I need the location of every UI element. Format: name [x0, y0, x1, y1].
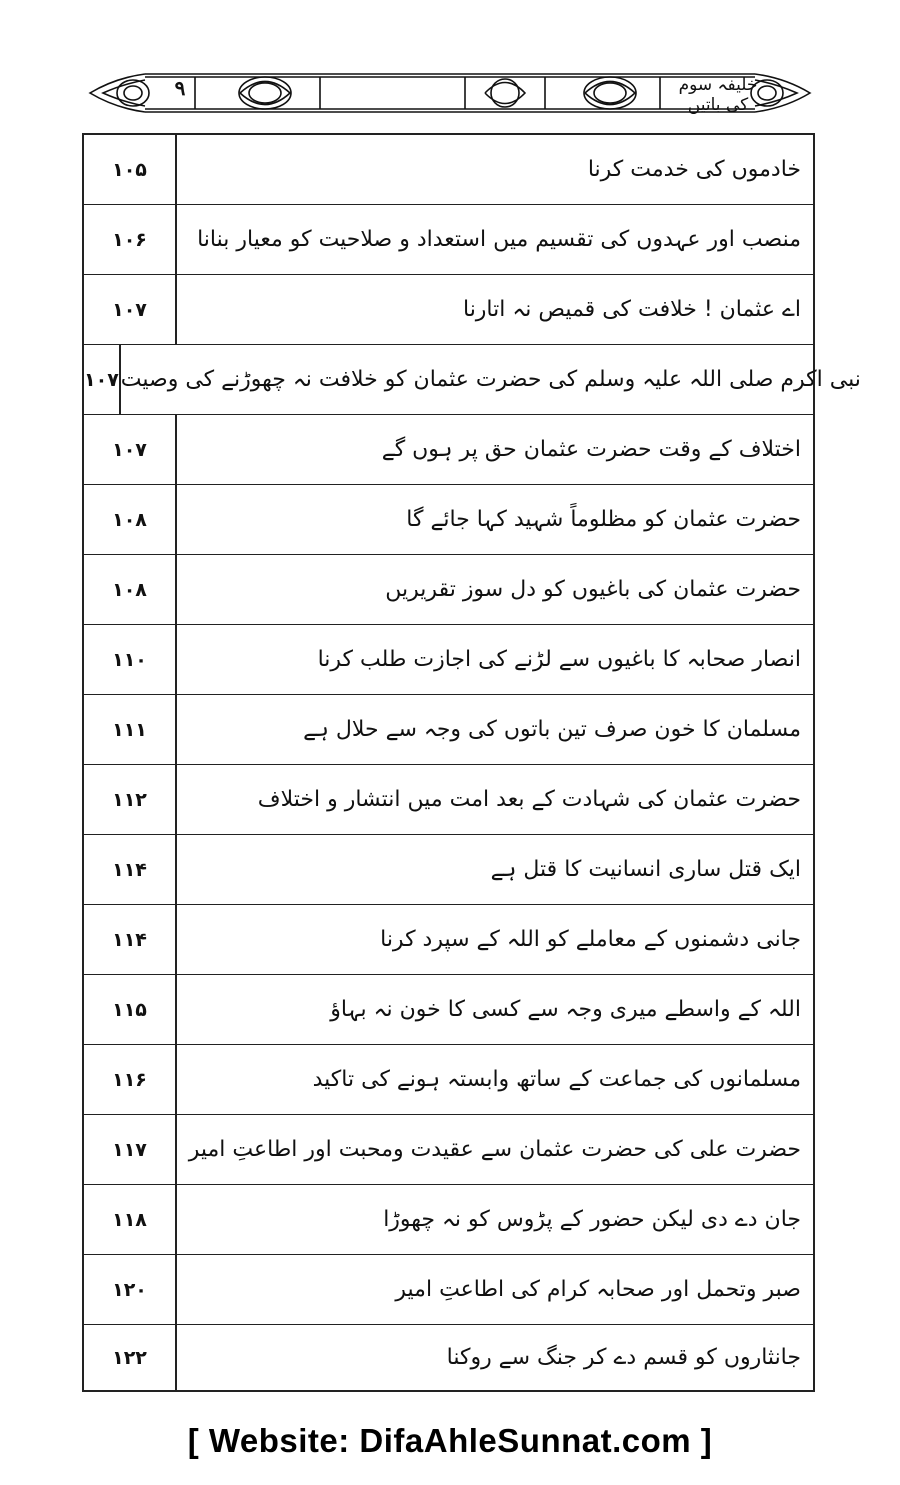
page-ref: ۱۱۴ [84, 835, 177, 904]
contents-table [82, 133, 861, 1392]
table-row [84, 345, 861, 415]
page-ref: ۱۱۰ [84, 625, 177, 694]
chapter-title: جانثاروں کو قسم دے کر جنگ سے روکنا [446, 1345, 801, 1370]
page-ref: ۱۲۰ [84, 1255, 177, 1324]
table-row [84, 415, 813, 485]
page-ref: ۱۰۸ [84, 555, 177, 624]
chapter-title: جان دے دی لیکن حضور کے پڑوس کو نہ چھوڑا [383, 1207, 801, 1232]
chapter-title: صبر وتحمل اور صحابہ کرام کی اطاعتِ امیر [395, 1277, 801, 1302]
chapter-title: حضرت عثمان کی باغیوں کو دل سوز تقریریں [385, 577, 801, 602]
chapter-title: اے عثمان ! خلافت کی قمیص نہ اتارنا [462, 297, 801, 322]
chapter-title: ایک قتل ساری انسانیت کا قتل ہے [490, 857, 801, 882]
chapter-title: حضرت عثمان کو مظلوماً شہید کہا جائے گا [406, 507, 801, 532]
chapter-title: منصب اور عہدوں کی تقسیم میں استعداد و صلاحیت کو معیار بنانا [197, 227, 801, 252]
page-ref: ۱۲۲ [84, 1325, 177, 1390]
page-ref: ۱۱۵ [84, 975, 177, 1044]
table-row [84, 485, 813, 555]
table-row [84, 135, 813, 205]
page-number: ۹ [174, 76, 186, 100]
table-row [84, 275, 813, 345]
chapter-title: حضرت عثمان کی شہادت کے بعد امت میں انتشار و اختلاف [257, 787, 801, 812]
page-ref: ۱۰۷ [84, 345, 121, 414]
table-row [84, 905, 813, 975]
page-ref: ۱۱۲ [84, 765, 177, 834]
table-row [84, 835, 813, 905]
page-ref: ۱۰۵ [84, 135, 177, 204]
page-ref: ۱۱۸ [84, 1185, 177, 1254]
page-ref: ۱۰۷ [84, 275, 177, 344]
chapter-title: اختلاف کے وقت حضرت عثمان حق پر ہوں گے [381, 437, 801, 462]
table-row [84, 1115, 813, 1185]
page-ref: ۱۰۷ [84, 415, 177, 484]
table-row [84, 625, 813, 695]
chapter-title: جانی دشمنوں کے معاملے کو اللہ کے سپرد کرنا [380, 927, 801, 952]
chapter-title: مسلمان کا خون صرف تین باتوں کی وجہ سے حلال ہے [303, 717, 801, 742]
page-ref: ۱۰۶ [84, 205, 177, 274]
table-row [84, 975, 813, 1045]
table-row [84, 1325, 813, 1390]
chapter-title: نبی اکرم صلی اللہ علیہ وسلم کی حضرت عثمان کو خلافت نہ چھوڑنے کی وصیت [120, 367, 861, 392]
table-row [84, 555, 813, 625]
chapter-title: خادموں کی خدمت کرنا [587, 157, 801, 182]
page-ref: ۱۰۸ [84, 485, 177, 554]
table-row [84, 1045, 813, 1115]
chapter-title: اللہ کے واسطے میری وجہ سے کسی کا خون نہ بہاؤ [330, 997, 801, 1022]
page-ref: ۱۱۷ [84, 1115, 177, 1184]
chapter-title: مسلمانوں کی جماعت کے ساتھ وابستہ ہونے کی تاکید [312, 1067, 801, 1092]
website-footer: [ Website: DifaAhleSunnat.com ] [187, 1422, 713, 1459]
page-ref: ۱۱۱ [84, 695, 177, 764]
table-row [84, 1255, 813, 1325]
running-title: خلیفہ سوم کی باتیں [678, 75, 758, 115]
table-row [84, 695, 813, 765]
table-row [84, 765, 813, 835]
chapter-title: انصار صحابہ کا باغیوں سے لڑنے کی اجازت طلب کرنا [317, 647, 801, 672]
page-ref: ۱۱۶ [84, 1045, 177, 1114]
chapter-title: حضرت علی کی حضرت عثمان سے عقیدت ومحبت اور اطاعتِ امیر [188, 1137, 801, 1162]
table-row [84, 205, 813, 275]
table-row [84, 1185, 813, 1255]
page-ref: ۱۱۴ [84, 905, 177, 974]
